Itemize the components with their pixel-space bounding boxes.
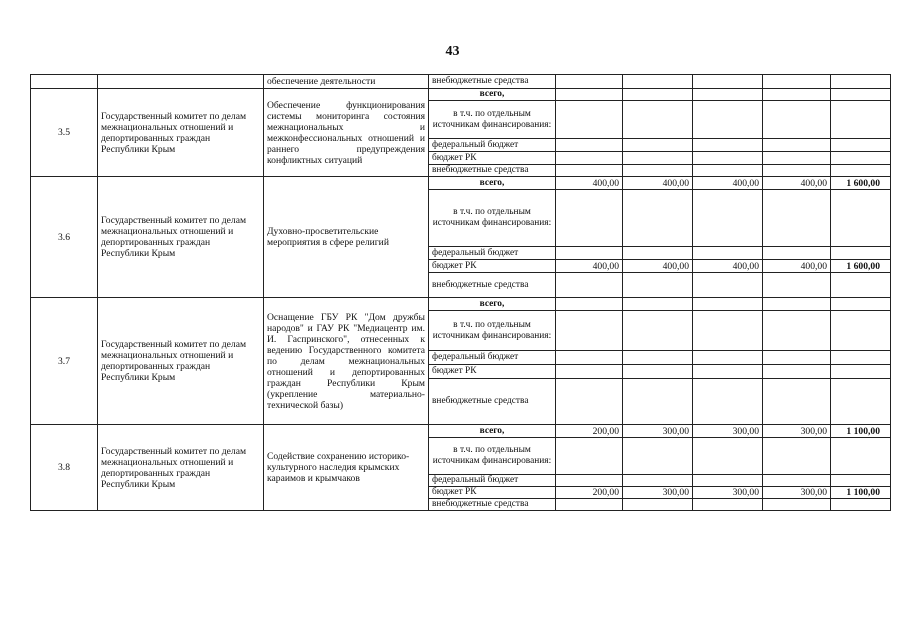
amount-cell	[763, 75, 831, 89]
amount-cell	[623, 298, 693, 311]
amount-total-cell: 1 100,00	[831, 425, 891, 438]
amount-cell	[693, 365, 763, 379]
amount-cell	[623, 365, 693, 379]
amount-cell: 300,00	[623, 425, 693, 438]
row-number: 3.5	[31, 89, 98, 177]
amount-cell	[763, 298, 831, 311]
amount-cell	[693, 190, 763, 247]
amount-cell	[556, 475, 623, 487]
amount-total-cell	[831, 247, 891, 260]
source-offbudget: внебюджетные средства	[429, 273, 556, 298]
amount-cell	[556, 365, 623, 379]
amount-cell	[693, 152, 763, 165]
executor-name: Государственный комитет по делам межнациональных отношений и депортированных граждан Республики Крым	[98, 89, 264, 177]
program-funding-table	[30, 74, 891, 511]
page-number: 43	[445, 44, 460, 59]
amount-cell: 400,00	[556, 177, 623, 190]
amount-cell: 300,00	[763, 425, 831, 438]
source-total: всего,	[429, 89, 556, 101]
amount-cell	[763, 379, 831, 425]
amount-total-cell	[831, 475, 891, 487]
amount-total-cell: 1 600,00	[831, 260, 891, 273]
executor-name: Государственный комитет по делам межнациональных отношений и депортированных граждан Республики Крым	[98, 177, 264, 298]
amount-cell	[693, 101, 763, 139]
amount-cell: 400,00	[763, 177, 831, 190]
row-number: 3.6	[31, 177, 98, 298]
source-including: в т.ч. по отдельным источникам финансирования:	[429, 101, 556, 139]
amount-total-cell	[831, 75, 891, 89]
amount-cell	[623, 190, 693, 247]
amount-cell	[763, 351, 831, 365]
source-rk: бюджет РК	[429, 487, 556, 499]
amount-cell	[623, 75, 693, 89]
event-description: Оснащение ГБУ РК "Дом дружбы народов" и ГАУ РК "Медиацентр им. И. Гаспринского", отнесенных к ведению Государственного комитета по делам межнациональных отношений и депортированных граждан Республики Крым (укрепление материально-технической базы)	[264, 298, 429, 425]
amount-cell	[556, 139, 623, 152]
amount-cell	[693, 351, 763, 365]
amount-cell	[623, 499, 693, 511]
source-total: всего,	[429, 425, 556, 438]
amount-total-cell	[831, 152, 891, 165]
amount-cell	[556, 190, 623, 247]
amount-cell	[763, 311, 831, 351]
row-number-cell	[31, 75, 98, 89]
amount-cell	[693, 499, 763, 511]
amount-cell	[623, 247, 693, 260]
amount-cell	[556, 75, 623, 89]
amount-cell	[623, 165, 693, 177]
executor-name: Государственный комитет по делам межнациональных отношений и депортированных граждан Республики Крым	[98, 298, 264, 425]
amount-cell	[693, 165, 763, 177]
amount-cell	[623, 273, 693, 298]
amount-cell: 300,00	[693, 425, 763, 438]
amount-cell: 400,00	[623, 177, 693, 190]
amount-cell	[763, 101, 831, 139]
event-description: Содействие сохранению историко-культурного наследия крымских караимов и крымчаков	[264, 425, 429, 511]
amount-cell: 200,00	[556, 487, 623, 499]
amount-cell	[623, 139, 693, 152]
amount-cell	[693, 475, 763, 487]
amount-cell	[556, 165, 623, 177]
amount-cell	[556, 379, 623, 425]
source-including: в т.ч. по отдельным источникам финансирования:	[429, 311, 556, 351]
amount-cell	[556, 311, 623, 351]
source-federal: федеральный бюджет	[429, 475, 556, 487]
amount-total-cell	[831, 101, 891, 139]
source-offbudget: внебюджетные средства	[429, 499, 556, 511]
amount-cell	[693, 139, 763, 152]
amount-cell: 400,00	[623, 260, 693, 273]
source-offbudget: внебюджетные средства	[429, 379, 556, 425]
amount-cell: 400,00	[763, 260, 831, 273]
source-including: в т.ч. по отдельным источникам финансирования:	[429, 438, 556, 475]
amount-cell: 400,00	[556, 260, 623, 273]
amount-cell	[693, 75, 763, 89]
row-number: 3.8	[31, 425, 98, 511]
event-description: Обеспечение функционирования системы мониторинга состояния межнациональных и межконфессиональных отношений и раннего предупреждения конфликтных ситуаций	[264, 89, 429, 177]
amount-cell	[556, 351, 623, 365]
amount-cell	[693, 298, 763, 311]
amount-total-cell	[831, 165, 891, 177]
amount-total-cell	[831, 311, 891, 351]
amount-total-cell	[831, 89, 891, 101]
amount-cell	[556, 152, 623, 165]
amount-cell: 400,00	[693, 260, 763, 273]
amount-total-cell	[831, 298, 891, 311]
amount-cell	[623, 438, 693, 475]
row-number: 3.7	[31, 298, 98, 425]
amount-cell	[693, 273, 763, 298]
amount-cell	[763, 438, 831, 475]
amount-cell: 300,00	[693, 487, 763, 499]
source-federal: федеральный бюджет	[429, 351, 556, 365]
source-rk: бюджет РК	[429, 365, 556, 379]
amount-cell: 400,00	[693, 177, 763, 190]
amount-cell	[623, 101, 693, 139]
amount-cell	[556, 438, 623, 475]
carry-over-row	[31, 75, 891, 89]
amount-cell	[693, 438, 763, 475]
amount-total-cell	[831, 139, 891, 152]
amount-cell	[556, 499, 623, 511]
amount-total-cell	[831, 273, 891, 298]
amount-cell	[763, 190, 831, 247]
source-including: в т.ч. по отдельным источникам финансирования:	[429, 190, 556, 247]
amount-cell	[763, 139, 831, 152]
amount-total-cell: 1 100,00	[831, 487, 891, 499]
program-subrow	[31, 298, 891, 311]
amount-cell	[763, 365, 831, 379]
amount-cell: 300,00	[763, 487, 831, 499]
program-subrow	[31, 177, 891, 190]
executor-cell	[98, 75, 264, 89]
amount-total-cell	[831, 499, 891, 511]
amount-cell	[556, 247, 623, 260]
source-federal: федеральный бюджет	[429, 139, 556, 152]
amount-cell	[623, 379, 693, 425]
amount-cell	[556, 273, 623, 298]
amount-total-cell	[831, 190, 891, 247]
source-total: всего,	[429, 177, 556, 190]
amount-cell	[623, 311, 693, 351]
amount-cell	[693, 311, 763, 351]
amount-cell	[623, 152, 693, 165]
amount-cell	[556, 101, 623, 139]
amount-total-cell: 1 600,00	[831, 177, 891, 190]
source-total: всего,	[429, 298, 556, 311]
program-subrow	[31, 89, 891, 101]
amount-total-cell	[831, 351, 891, 365]
amount-cell	[693, 89, 763, 101]
amount-cell	[623, 89, 693, 101]
source-rk: бюджет РК	[429, 260, 556, 273]
source-federal: федеральный бюджет	[429, 247, 556, 260]
source-offbudget: внебюджетные средства	[429, 165, 556, 177]
amount-cell	[763, 165, 831, 177]
amount-cell	[763, 89, 831, 101]
amount-cell	[763, 475, 831, 487]
program-subrow	[31, 425, 891, 438]
amount-total-cell	[831, 379, 891, 425]
amount-total-cell	[831, 365, 891, 379]
amount-cell	[763, 152, 831, 165]
amount-total-cell	[831, 438, 891, 475]
amount-cell	[623, 351, 693, 365]
source-offbudget: внебюджетные средства	[429, 75, 556, 89]
amount-cell	[556, 89, 623, 101]
amount-cell	[693, 379, 763, 425]
executor-name: Государственный комитет по делам межнациональных отношений и депортированных граждан Республики Крым	[98, 425, 264, 511]
amount-cell: 200,00	[556, 425, 623, 438]
amount-cell	[623, 475, 693, 487]
source-rk: бюджет РК	[429, 152, 556, 165]
amount-cell: 300,00	[623, 487, 693, 499]
event-cell: обеспечение деятельности	[264, 75, 429, 89]
event-description: Духовно-просветительские мероприятия в сфере религий	[264, 177, 429, 298]
amount-cell	[556, 298, 623, 311]
amount-cell	[693, 247, 763, 260]
amount-cell	[763, 273, 831, 298]
amount-cell	[763, 247, 831, 260]
amount-cell	[763, 499, 831, 511]
